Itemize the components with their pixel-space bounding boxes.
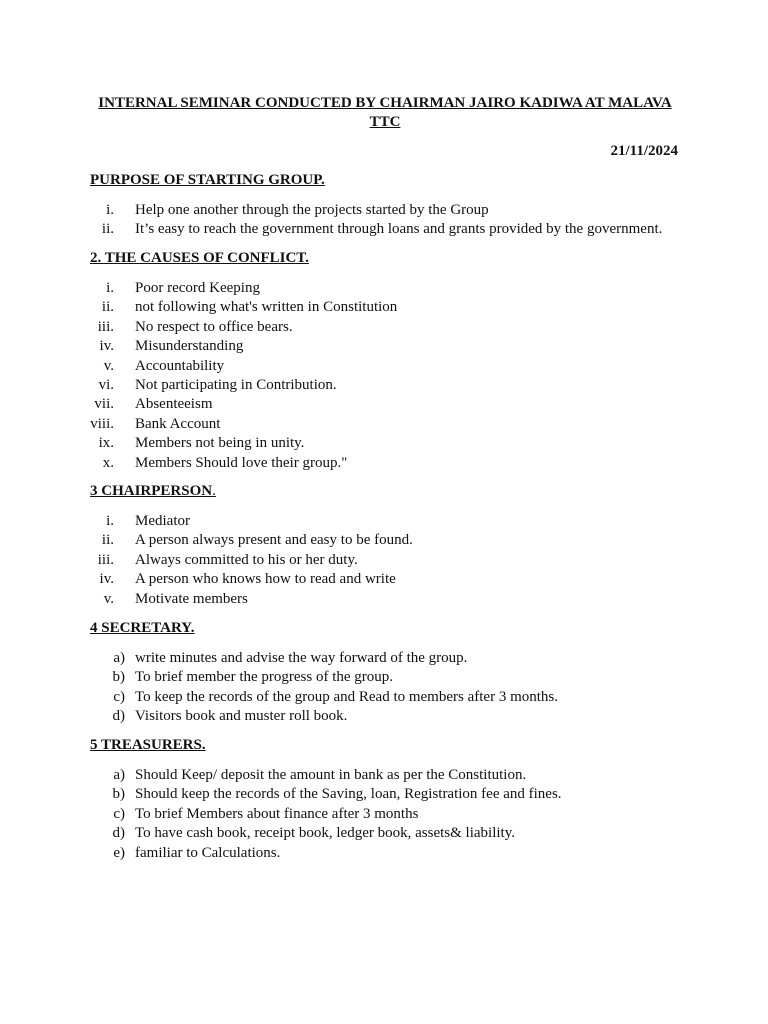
list-item-text: familiar to Calculations. xyxy=(135,844,281,861)
list-item-text: Bank Account xyxy=(135,415,221,432)
list-marker: ii. xyxy=(101,299,114,316)
section-heading-text: 4 SECRETARY. xyxy=(90,620,195,636)
list-marker: i. xyxy=(106,202,114,218)
list-item-text: It’s easy to reach the government through loans and grants provided by the government. xyxy=(135,221,663,238)
list-item-text: Mediator xyxy=(135,513,190,529)
section-heading-treasurers xyxy=(90,736,206,755)
list-marker: a) xyxy=(113,767,125,783)
section-heading-text: 5 TREASURERS. xyxy=(90,737,206,753)
list-item-text: Poor record Keeping xyxy=(135,280,260,296)
document-title: INTERNAL SEMINAR CONDUCTED BY CHAIRMAN JAIRO KADIWA AT MALAVA TTC xyxy=(98,95,672,130)
list-marker: c) xyxy=(113,688,125,705)
list-item-text: not following what's written in Constitution xyxy=(135,299,398,316)
section-heading-secretary xyxy=(90,619,195,638)
list-marker: ii. xyxy=(101,221,114,238)
list-marker: vii. xyxy=(94,396,114,413)
list-marker: b) xyxy=(112,786,125,803)
list-marker: i. xyxy=(106,513,114,529)
list-marker: ix. xyxy=(98,435,114,452)
list-item-text: write minutes and advise the way forward of the group. xyxy=(135,650,468,666)
list-marker: i. xyxy=(106,280,114,296)
document-date: 21/11/2024 xyxy=(610,143,678,159)
list-item-text: A person who knows how to read and write xyxy=(135,571,396,588)
list-marker: iii. xyxy=(97,318,114,335)
list-item-text: Members Should love their group." xyxy=(135,454,348,471)
list-item-text: Visitors book and muster roll book. xyxy=(135,708,348,725)
list-marker: v. xyxy=(103,590,114,607)
list-item-text: Should Keep/ deposit the amount in bank as per the Constitution. xyxy=(135,767,527,783)
list-item-text: To brief Members about finance after 3 months xyxy=(135,805,419,822)
list-marker: a) xyxy=(113,650,125,666)
list-item-text: A person always present and easy to be found. xyxy=(135,532,413,549)
section-heading-causes-of-conflict xyxy=(90,249,309,268)
section-heading-purpose xyxy=(90,171,325,190)
list-item-text: To keep the records of the group and Read to members after 3 months. xyxy=(135,688,558,705)
list-marker: c) xyxy=(113,805,125,822)
list-item-text: Motivate members xyxy=(135,590,248,607)
list-marker: iii. xyxy=(97,551,114,568)
list-item-text: Help one another through the projects started by the Group xyxy=(135,202,489,218)
list-marker: d) xyxy=(112,708,125,725)
section-heading-chairperson xyxy=(90,482,216,501)
section-heading-tail: . xyxy=(212,483,216,499)
list-item-text: To brief member the progress of the group. xyxy=(135,669,394,686)
list-item-text: Not participating in Contribution. xyxy=(135,376,337,393)
list-marker: e) xyxy=(113,844,125,861)
list-marker: x. xyxy=(102,454,114,471)
list-item-text: Absenteeism xyxy=(135,396,213,413)
list-marker: v. xyxy=(103,357,114,374)
list-marker: iv. xyxy=(99,571,114,588)
list-marker: d) xyxy=(112,825,125,842)
section-heading-text: 2. THE CAUSES OF CONFLICT. xyxy=(90,250,309,266)
list-marker: iv. xyxy=(99,338,114,355)
section-heading-text: PURPOSE OF STARTING GROUP. xyxy=(90,172,325,188)
list-marker: vi. xyxy=(98,376,114,393)
list-item-text: Always committed to his or her duty. xyxy=(135,551,358,568)
list-item-text: Accountability xyxy=(135,357,225,374)
list-marker: ii. xyxy=(101,532,114,549)
list-item-text: Members not being in unity. xyxy=(135,435,305,452)
list-item-text: No respect to office bears. xyxy=(135,318,293,335)
list-marker: viii. xyxy=(90,415,114,432)
section-heading-text: 3 CHAIRPERSON xyxy=(90,483,213,499)
list-item-text: Misunderstanding xyxy=(135,338,244,355)
list-item-text: Should keep the records of the Saving, loan, Registration fee and fines. xyxy=(135,786,562,803)
list-marker: b) xyxy=(112,669,125,686)
list-item-text: To have cash book, receipt book, ledger book, assets& liability. xyxy=(135,825,515,842)
